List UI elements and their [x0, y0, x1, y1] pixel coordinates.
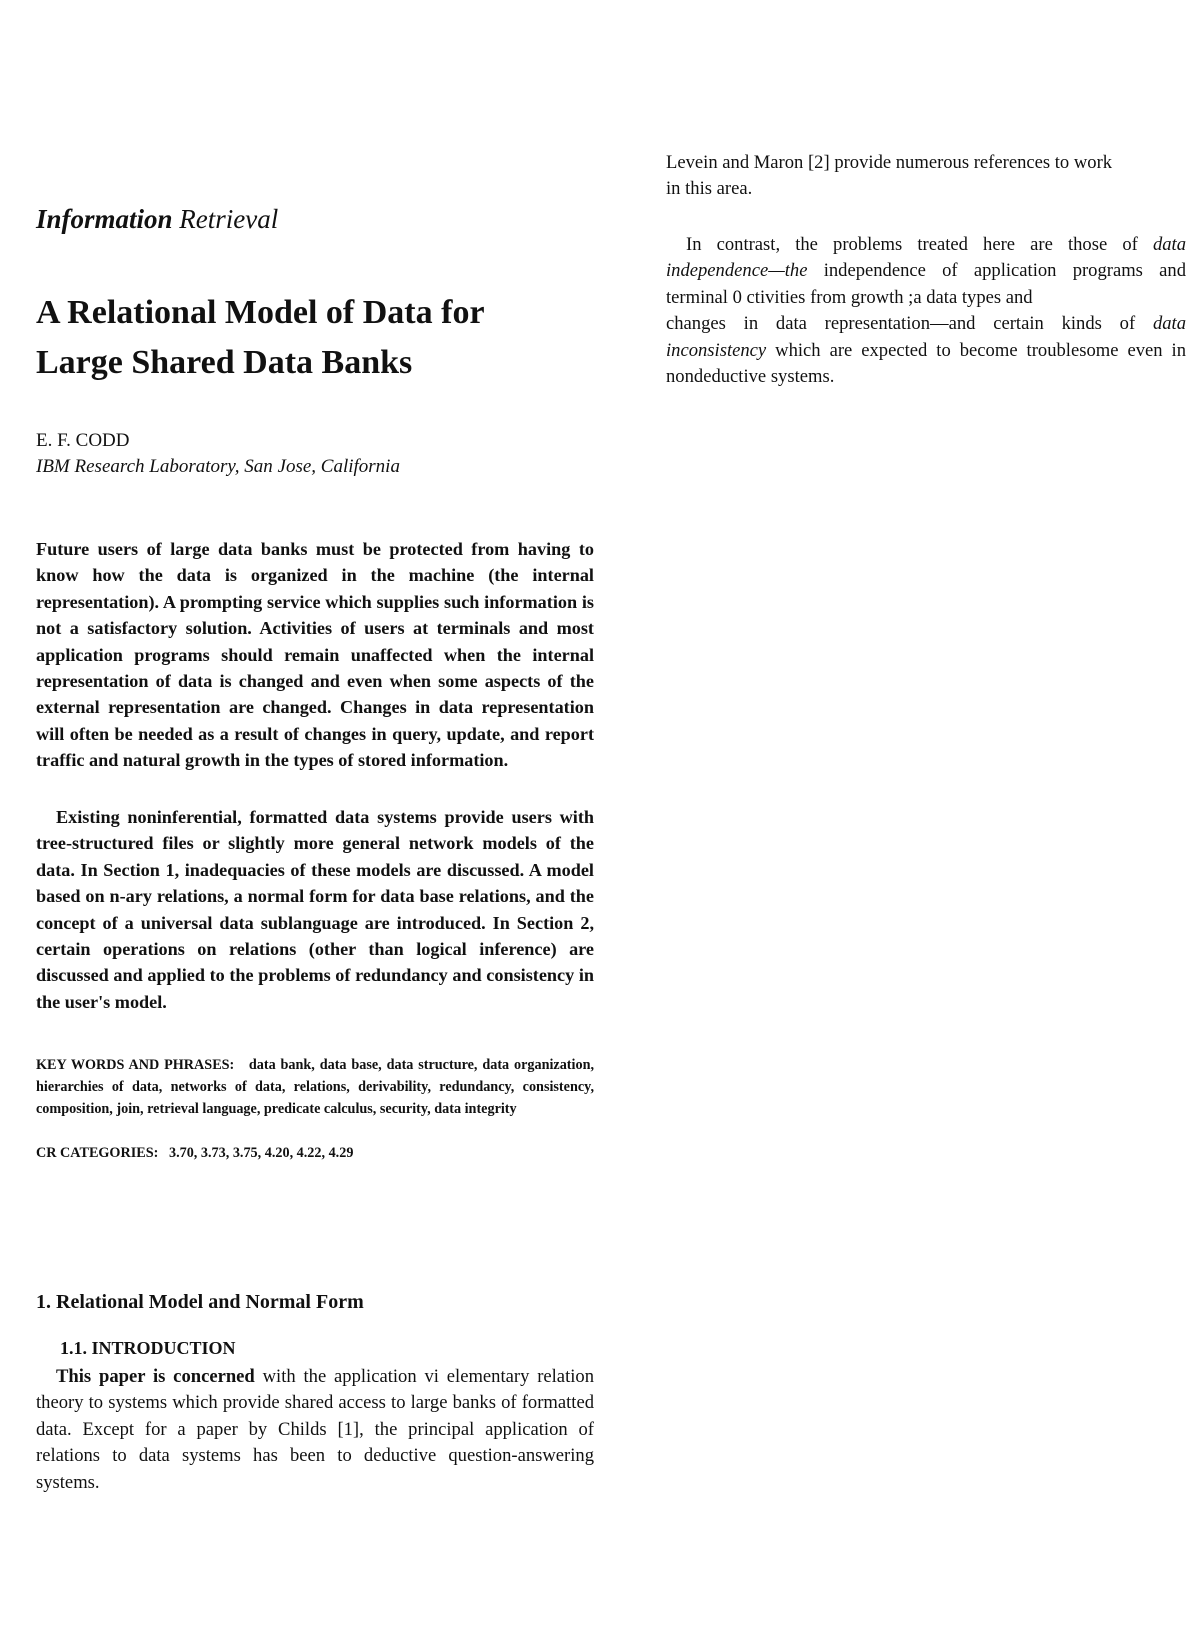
- section-heading: 1. Relational Model and Normal Form: [36, 1291, 364, 1313]
- cr-categories-text: 3.70, 3.73, 3.75, 4.20, 4.22, 4.29: [168, 1145, 354, 1161]
- title-line-1: A Relational Model of Data for: [36, 294, 485, 331]
- cr-categories-label: CR CATEGORIES:: [36, 1145, 159, 1161]
- intro-paragraph: [36, 1364, 594, 1496]
- right-p1-line-1: Levein and Maron [2] provide numerous references to work: [666, 152, 1113, 173]
- cr-categories: [36, 1142, 353, 1164]
- section-label-rest: Retrieval: [172, 204, 279, 234]
- subsection-heading: 1.1. INTRODUCTION: [60, 1338, 236, 1358]
- abstract-paragraph-1: Future users of large data banks must be protected from having to know how the data is organized in the machine (the internal representation). A prompting service which supplies such information is not a satisfactory solution. Activities of users at terminals and most application programs should remain unaffected when the internal representation of data is changed and even when some aspects of the external representation are changed. Changes in data representation will often be needed as a result of changes in query, update, and report traffic and natural growth in the types of stored information.: [36, 539, 594, 771]
- author-name: E. F. CODD: [36, 430, 130, 451]
- paper-title: [36, 288, 636, 388]
- intro-lead: This paper is concerned: [56, 1366, 255, 1387]
- intro-rest: with the application vi elementary relation theory to systems which provide shared access to large banks of formatted data. Except for a paper by Childs [1], the principal application of relations to data systems has been to deductive question-answering systems.: [36, 1366, 594, 1493]
- right-p2-b: independence of application programs and terminal 0 ctivities from growth ;a data types and: [666, 260, 1186, 308]
- right-paragraph-1: [666, 150, 1186, 203]
- author-affiliation: IBM Research Laboratory, San Jose, California: [36, 456, 400, 477]
- right-paragraph-2: [666, 232, 1186, 390]
- title-line-2: Large Shared Data Banks: [36, 344, 413, 381]
- right-p2-italic-2: data inconsistency: [666, 313, 1186, 361]
- right-p2-d: which are expected to become troublesome even in nondeductive systems.: [666, 339, 1186, 388]
- keywords: [36, 1054, 594, 1120]
- right-p2-c: changes in data representation—and certain kinds of: [666, 313, 1153, 335]
- section-label: [36, 204, 278, 235]
- abstract-paragraph-2: Existing noninferential, formatted data systems provide users with tree-structured files or slightly more general network models of the data. In Section 1, inadequacies of these models are discussed. A model based on n-ary relations, a normal form for data base relations, and the concept of a universal data sublanguage are introduced. In Section 2, certain operations on relations (other than logical inference) are discussed and applied to the problems of redundancy and consistency in the user's model.: [36, 807, 594, 1012]
- keywords-label: KEY WORDS AND PHRASES:: [36, 1057, 235, 1073]
- keywords-text: data bank, data base, data structure, data organization, hierarchies of data, networks of data, relations, derivability, redundancy, consistency, composition, join, retrieval language, predicate calculus, security, data integrity: [36, 1057, 595, 1117]
- right-p2-a: In contrast, the problems treated here are those of: [686, 234, 1153, 255]
- section-label-bold: Information: [36, 204, 173, 234]
- right-p1-line-2: in this area.: [666, 178, 753, 200]
- right-p2-italic-1: data independence—the: [666, 234, 1186, 282]
